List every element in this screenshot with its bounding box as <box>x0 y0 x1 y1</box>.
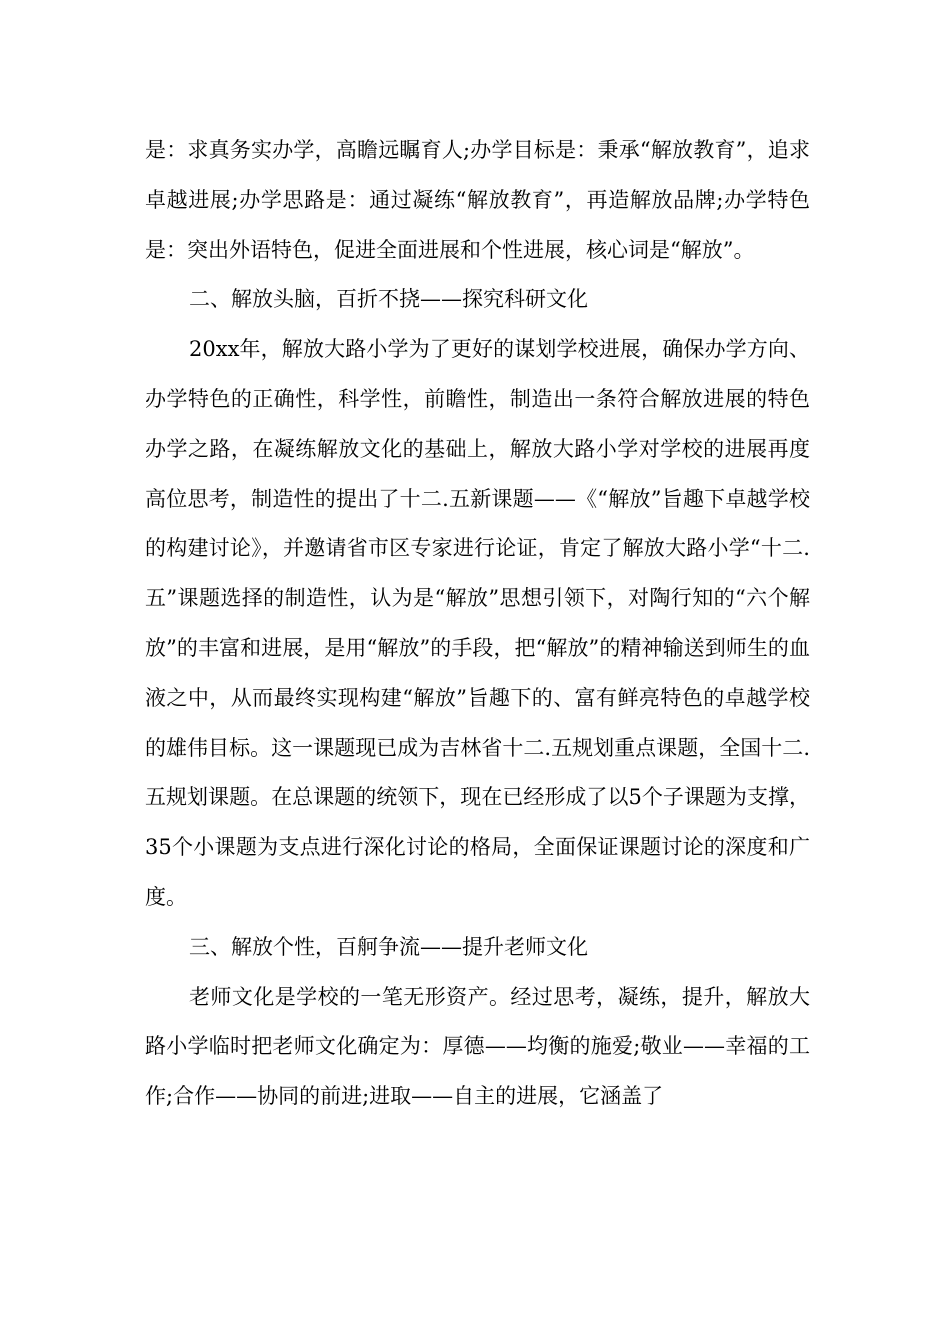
section-heading-two: 二、解放头脑，百折不挠——探究科研文化 <box>189 287 588 312</box>
section-heading-three: 三、解放个性，百舸争流——提升老师文化 <box>189 934 588 959</box>
paragraph-teacher-culture: 老师文化是学校的一笔无形资产。经过思考，凝练，提升，解放大路小学临时把老师文化确定为：厚德——均衡的施爱;敬业——幸福的工作;合作——协同的前进;进取——自主的进展，它涵盖了 <box>145 984 810 1109</box>
paragraph-continuation: 是：求真务实办学，高瞻远瞩育人;办学目标是：秉承“解放教育”，追求卓越进展;办学思路是：通过凝练“解放教育”，再造解放品牌;办学特色是：突出外语特色，促进全面进展和个性进展，核心词是“解放”。 <box>145 138 810 262</box>
document-body <box>145 126 810 1122</box>
paragraph-research-culture: 20xx年，解放大路小学为了更好的谋划学校进展，确保办学方向、办学特色的正确性，科学性，前瞻性，制造出一条符合解放进展的特色办学之路，在凝练解放文化的基础上，解放大路小学对学校的进展再度高位思考，制造性的提出了十二.五新课题——《“解放”旨趣下卓越学校的构建讨论》，并邀请省市区专家进行论证，肯定了解放大路小学“十二.五”课题选择的制造性，认为是“解放”思想引领下，对陶行知的“六个解放”的丰富和进展，是用“解放”的手段，把“解放”的精神输送到师生的血液之中，从而最终实现构建“解放”旨趣下的、富有鲜亮特色的卓越学校的雄伟目标。这一课题现已成为吉林省十二.五规划重点课题，全国十二.五规划课题。在总课题的统领下，现在已经形成了以5个子课题为支撑，35个小课题为支点进行深化讨论的格局，全面保证课题讨论的深度和广度。 <box>145 337 810 909</box>
